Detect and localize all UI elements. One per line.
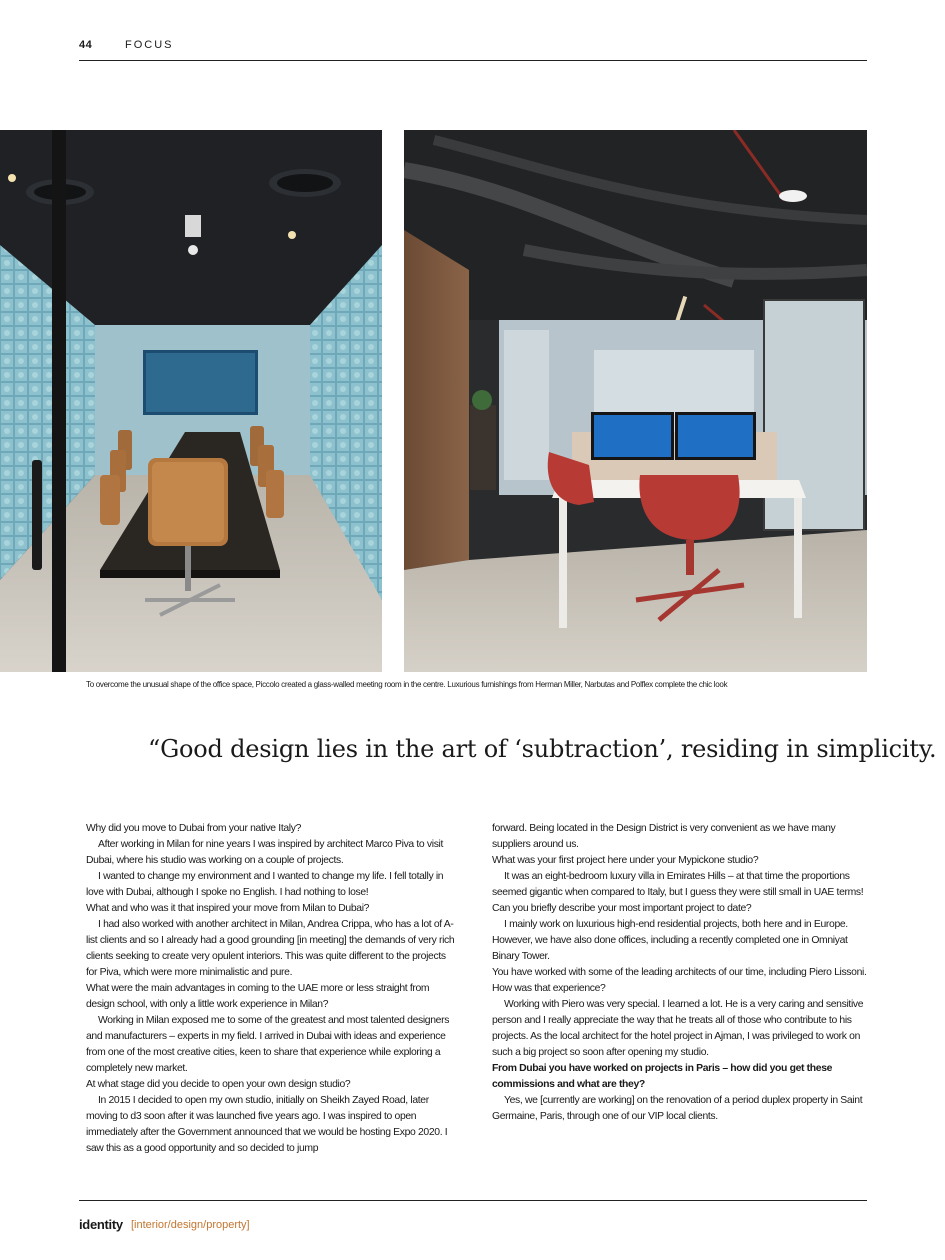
interview-answer: It was an eight-bedroom luxury villa in Emirates Hills – at that time the proportions seemed gigantic when compared to Italy, but I guess they were still small in UAE terms! <box>492 871 864 898</box>
interview-answer: Yes, we [currently are working] on the renovation of a period duplex property in Saint Germaine, Paris, through one of our VIP local clients. <box>492 1095 863 1122</box>
article-column-left <box>86 821 458 1157</box>
interview-answer: I mainly work on luxurious high-end residential projects, both here and in Europe. However, we have also done offices, including a recently completed one in Omniyat Binary Tower. <box>492 919 848 962</box>
interview-question: Why did you move to Dubai from your native Italy? <box>86 823 302 834</box>
interview-answer: Working in Milan exposed me to some of the greatest and most talented designers and manufacturers – experts in my field. I arrived in Dubai with ideas and experience from one of the most creative cities, keen to share that experience while exploring a completely new market. <box>86 1015 450 1074</box>
section-label: FOCUS <box>125 39 174 51</box>
open-office-photo <box>404 130 867 672</box>
interview-question: At what stage did you decide to open your own design studio? <box>86 1079 351 1090</box>
interview-question: You have worked with some of the leading architects of our time, including Piero Lissoni. How was that experience? <box>492 967 867 994</box>
interview-question: What were the main advantages in coming to the UAE more or less straight from design school, with only a little work experience in Milan? <box>86 983 430 1010</box>
meeting-room-image <box>0 130 382 672</box>
meeting-room-photo <box>0 130 382 672</box>
open-office-image <box>404 130 867 672</box>
interview-question: Can you briefly describe your most important project to date? <box>492 903 752 914</box>
interview-question-bold: From Dubai you have worked on projects in Paris – how did you get these commissions and what are they? <box>492 1063 833 1090</box>
magazine-logo: identity <box>79 1217 123 1232</box>
interview-answer: In 2015 I decided to open my own studio, initially on Sheikh Zayed Road, later moving to d3 soon after it was launched five years ago. I was inspired to open immediately after the Government announced that we would be hosting Expo 2020. I saw this as a good opportunity and so decided to jump <box>86 1095 448 1154</box>
interview-answer: I had also worked with another architect in Milan, Andrea Crippa, who has a lot of A-list clients and so I already had a good grounding [in meeting] the demands of very rich clients seeking to create very opulent interiors. This was quite different to the projects for Piva, which were more minimalistic and pure. <box>86 919 455 978</box>
interview-answer: Working with Piero was very special. I learned a lot. He is a very caring and sensitive person and I really appreciate the way that he treats all of those who contribute to his projects. As the local architect for the hotel project in Ajman, I was privileged to work on such a big project so soon after opening my studio. <box>492 999 864 1058</box>
interview-answer: I wanted to change my environment and I wanted to change my life. I fell totally in love with Dubai, although I spoke no English. I had nothing to lose! <box>86 871 444 898</box>
article-column-right <box>492 821 867 1125</box>
page-number: 44 <box>79 39 93 51</box>
magazine-tagline: [interior/design/property] <box>131 1219 250 1231</box>
interview-question: What was your first project here under your Mypickone studio? <box>492 855 759 866</box>
interview-question: What and who was it that inspired your move from Milan to Dubai? <box>86 903 370 914</box>
photo-caption: To overcome the unusual shape of the office space, Piccolo created a glass-walled meeting room in the centre. Luxurious furnishings from Herman Miller, Narbutas and Polflex complete the chic look <box>86 680 728 689</box>
page-header <box>79 38 867 61</box>
pull-quote: “Good design lies in the art of ‘subtraction’, residing in simplicity. <box>148 735 937 763</box>
interview-answer: After working in Milan for nine years I was inspired by architect Marco Piva to visit Dubai, where his studio was working on a couple of projects. <box>86 839 444 866</box>
page-footer <box>79 1200 867 1241</box>
interview-answer-continued: forward. Being located in the Design District is very convenient as we have many suppliers around us. <box>492 823 836 850</box>
